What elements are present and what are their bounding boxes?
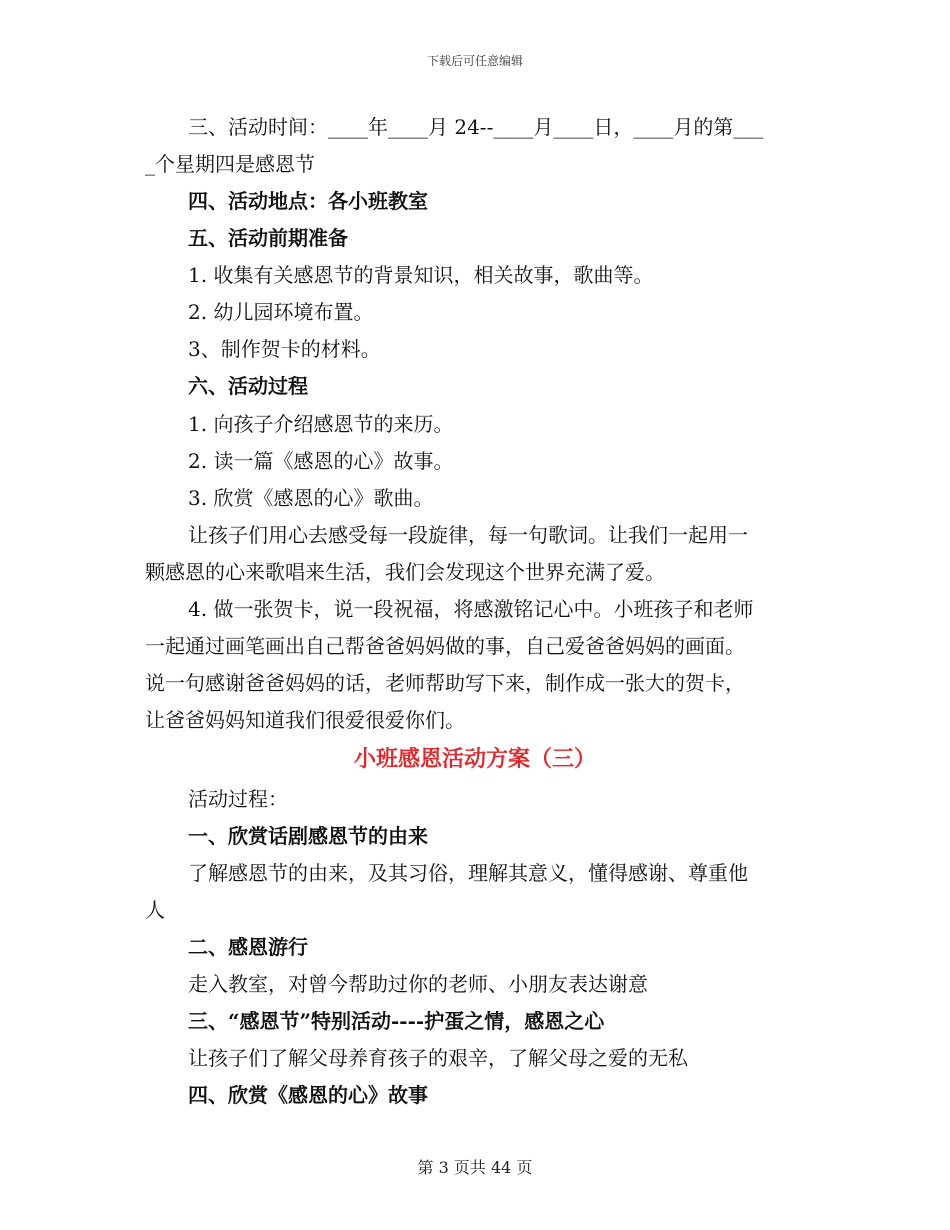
paragraph-line: 1. 收集有关感恩节的背景知识，相关故事，歌曲等。 [188, 263, 654, 287]
section-heading: 六、活动过程 [188, 374, 308, 398]
paragraph-line: 了解感恩节的由来，及其习俗，理解其意义，懂得感谢、尊重他 [188, 861, 748, 885]
paragraph-line: 2. 幼儿园环境布置。 [188, 300, 374, 324]
paragraph-line: 走入教室，对曾今帮助过你的老师、小朋友表达谢意 [188, 972, 648, 996]
section-heading: 二、感恩游行 [188, 935, 308, 959]
paragraph-line: _个星期四是感恩节 [145, 152, 315, 176]
paragraph-line: 说一句感谢爸爸妈妈的话，老师帮助写下来，制作成一张大的贺卡， [145, 671, 745, 695]
paragraph-line: 4. 做一张贺卡，说一段祝福，将感激铭记心中。小班孩子和老师 [188, 597, 754, 621]
paragraph-line: 让孩子们了解父母养育孩子的艰辛，了解父母之爱的无私 [188, 1046, 688, 1070]
section-heading: 一、欣赏话剧感恩节的由来 [188, 824, 428, 848]
page-footer: 第 3 页共 44 页 [417, 1158, 533, 1177]
page-header: 下载后可任意编辑 [426, 54, 523, 68]
section-heading: 三、“感恩节”特别活动----护蛋之情，感恩之心 [188, 1009, 605, 1033]
section-title: 小班感恩活动方案（三） [353, 746, 596, 772]
paragraph-line: 让爸爸妈妈知道我们很爱很爱你们。 [145, 708, 465, 732]
paragraph-line: 颗感恩的心来歌唱来生活，我们会发现这个世界充满了爱。 [145, 560, 665, 584]
paragraph-line: 一起通过画笔画出自己帮爸爸妈妈做的事，自己爱爸爸妈妈的画面。 [145, 634, 745, 658]
paragraph-line: 1. 向孩子介绍感恩节的来历。 [188, 412, 454, 436]
paragraph-line: 3. 欣赏《感恩的心》歌曲。 [188, 486, 434, 510]
section-heading: 五、活动前期准备 [188, 226, 348, 250]
section-heading: 四、活动地点：各小班教室 [188, 189, 428, 213]
paragraph-line: 三、活动时间：____年____月 24--____月____日，____月的第___ [188, 115, 764, 139]
paragraph-line: 让孩子们用心去感受每一段旋律，每一句歌词。让我们一起用一 [188, 523, 748, 547]
section-heading: 四、欣赏《感恩的心》故事 [188, 1083, 428, 1107]
paragraph-line: 活动过程： [188, 787, 288, 811]
paragraph-line: 3、制作贺卡的材料。 [188, 337, 381, 361]
paragraph-line: 人 [145, 898, 165, 922]
paragraph-line: 2. 读一篇《感恩的心》故事。 [188, 449, 454, 473]
